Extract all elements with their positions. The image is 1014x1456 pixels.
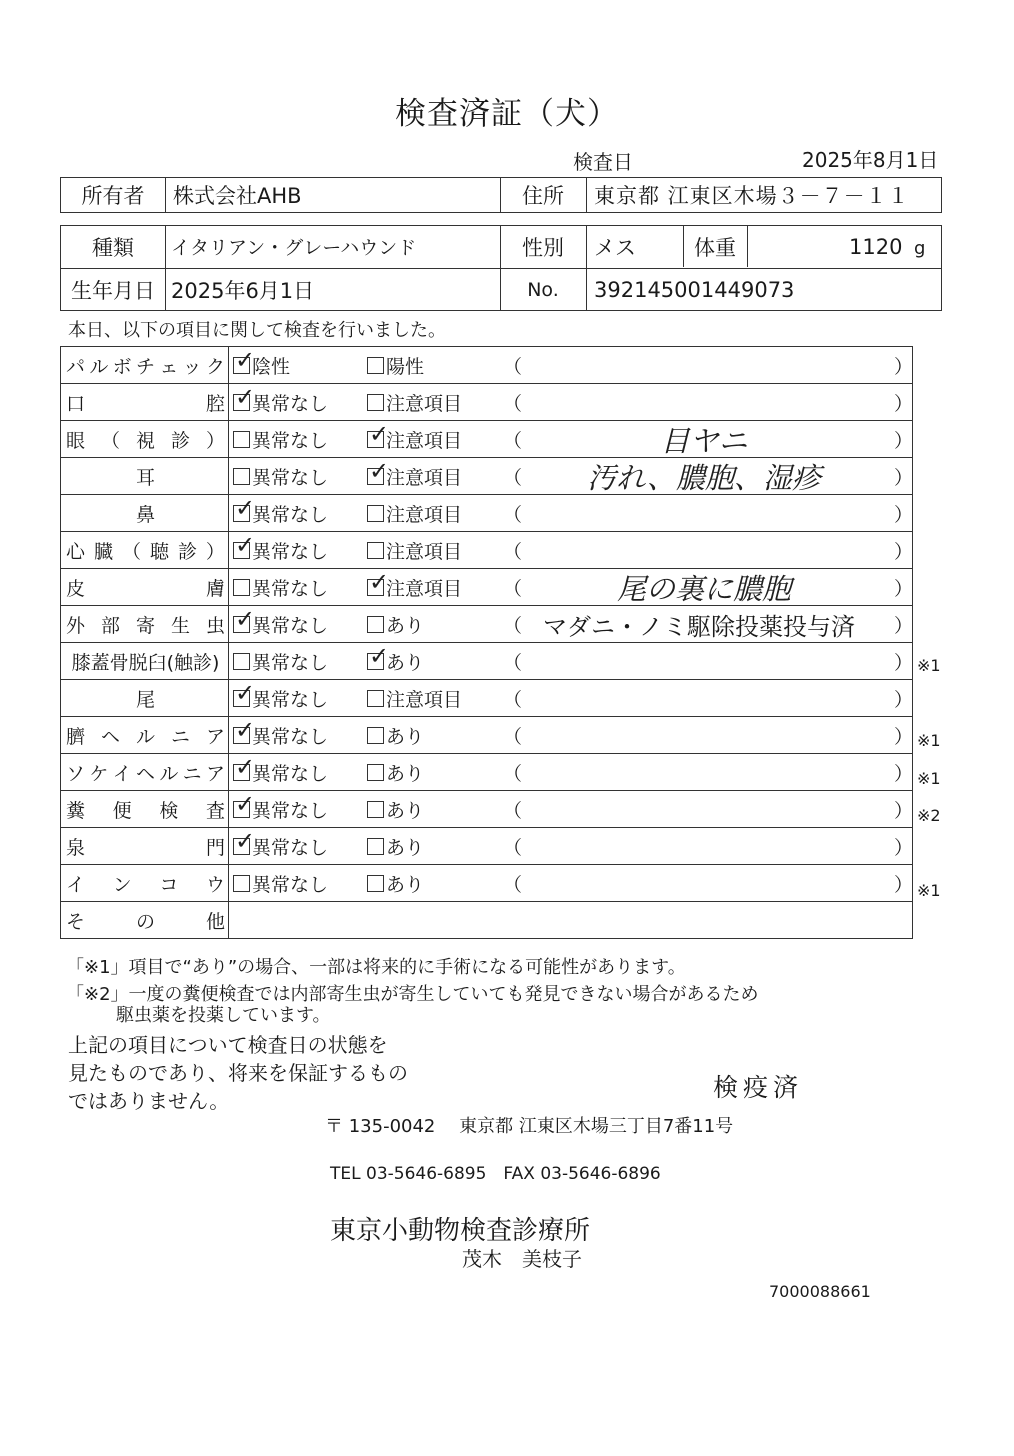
item-label-char: パ — [66, 355, 86, 378]
paren-open: （ — [503, 355, 523, 378]
item-label-char: ア — [205, 762, 225, 785]
paren-open: （ — [503, 614, 523, 637]
checkbox[interactable] — [233, 789, 256, 818]
item-label — [61, 870, 228, 897]
option-2[interactable] — [367, 828, 424, 864]
item-label-cell — [61, 643, 229, 680]
option-1[interactable] — [233, 532, 328, 568]
footnote-marker: ※1 — [917, 655, 941, 675]
item-label — [61, 648, 228, 675]
option-2[interactable] — [367, 532, 462, 568]
disclaimer-line: 見たものであり、将来を保証するもの — [68, 1061, 408, 1085]
disclaimer-line: ではありません。 — [68, 1089, 230, 1113]
checkbox[interactable] — [233, 752, 256, 781]
option-label: あり — [386, 873, 425, 896]
item-label-char: チ — [135, 355, 155, 378]
option-label: 異常なし — [252, 503, 329, 526]
option-label: あり — [386, 799, 425, 822]
checkbox[interactable] — [367, 838, 384, 855]
option-1[interactable] — [233, 680, 328, 716]
option-2[interactable] — [367, 384, 462, 420]
paren-close: ） — [894, 873, 914, 896]
quarantine-done-text: 検疫済 — [713, 1073, 804, 1102]
address-value: 東京都 江東区木場３－７－１１ — [594, 184, 910, 208]
item-label-cell — [61, 421, 229, 458]
paren-open: （ — [503, 540, 523, 563]
intro-text: 本日、以下の項目に関して検査を行いました。 — [68, 320, 446, 341]
paren-close: ） — [894, 392, 914, 415]
item-label-char: 膚 — [205, 577, 225, 600]
checkbox[interactable] — [233, 826, 256, 855]
item-result-cell — [229, 421, 913, 458]
item-result-cell — [229, 458, 913, 495]
item-label-cell — [61, 828, 229, 865]
item-note: マダニ・ノミ駆除投薬投与済 — [543, 612, 855, 641]
item-result-cell — [229, 606, 913, 643]
check-mark-icon: ✓ — [369, 567, 390, 596]
option-label: あり — [386, 651, 425, 674]
item-label-char: ク — [205, 355, 225, 378]
item-label-cell — [61, 791, 229, 828]
paren-close: ） — [894, 540, 914, 563]
table-row — [61, 384, 913, 421]
table-row — [61, 347, 913, 384]
option-label: 異常なし — [252, 688, 329, 711]
item-label-char: 便 — [112, 799, 132, 822]
paren-close: ） — [894, 725, 914, 748]
paren-open: （ — [503, 392, 523, 415]
item-label-char: 診 — [170, 429, 190, 452]
option-label: あり — [386, 614, 425, 637]
checkbox[interactable] — [233, 382, 256, 411]
item-label-char: ） — [205, 540, 225, 563]
option-1[interactable] — [233, 347, 290, 383]
item-label-char: ニ — [182, 762, 202, 785]
checkbox[interactable] — [367, 357, 384, 374]
option-2[interactable] — [367, 495, 462, 531]
checkbox[interactable] — [367, 641, 390, 670]
item-label-char: 生 — [170, 614, 190, 637]
item-label-char: そ — [66, 910, 86, 933]
no-label: No. — [527, 278, 559, 301]
check-mark-icon: ✓ — [235, 493, 256, 522]
item-note: 尾の裏に膿胞 — [616, 571, 791, 606]
checkbox[interactable] — [367, 456, 390, 485]
item-label-char: 糞 — [66, 799, 86, 822]
item-label-char: ヘ — [135, 762, 155, 785]
checkbox[interactable] — [367, 764, 384, 781]
item-label-char: 聴 — [149, 540, 169, 563]
option-2[interactable] — [367, 643, 424, 679]
clinic-address: 〒 135-0042 東京都 江東区木場三丁目7番11号 — [325, 1116, 734, 1137]
item-note: 汚れ、膿胞、湿疹 — [587, 460, 821, 495]
item-label-cell — [61, 606, 229, 643]
clinic-name: 東京小動物検査診療所 — [330, 1216, 591, 1246]
item-result-cell — [229, 347, 913, 384]
exam-date-value: 2025年8月1日 — [802, 148, 939, 172]
paren-open: （ — [503, 577, 523, 600]
item-label — [61, 796, 228, 823]
option-1[interactable] — [233, 495, 328, 531]
item-result-cell — [229, 791, 913, 828]
item-result-cell — [229, 754, 913, 791]
footnote-2-cont: 駆虫薬を投薬しています。 — [116, 1005, 331, 1026]
item-label-char: 眼 — [66, 429, 86, 452]
table-row — [61, 902, 913, 939]
checkbox[interactable] — [367, 801, 384, 818]
exam-date-label: 検査日 — [573, 150, 633, 174]
option-1[interactable] — [233, 606, 328, 642]
item-result-cell — [229, 643, 913, 680]
checkbox[interactable] — [367, 690, 384, 707]
item-label-char: （ — [121, 540, 141, 563]
table-row — [61, 569, 913, 606]
sex-value: メス — [594, 235, 636, 260]
option-label: 陽性 — [386, 355, 425, 378]
item-label — [61, 389, 228, 416]
option-2[interactable] — [367, 865, 424, 901]
check-mark-icon: ✓ — [235, 530, 256, 559]
check-mark-icon: ✓ — [235, 382, 256, 411]
footnote-marker: ※1 — [917, 731, 941, 750]
paren-open: （ — [503, 836, 523, 859]
paren-close: ） — [894, 355, 914, 378]
checkbox[interactable] — [233, 493, 256, 522]
owner-value: 株式会社AHB — [173, 184, 302, 208]
item-label-cell — [61, 865, 229, 902]
option-2[interactable] — [367, 458, 462, 494]
check-mark-icon: ✓ — [369, 641, 390, 670]
item-label — [61, 352, 228, 379]
item-result-cell — [229, 495, 913, 532]
item-label-cell — [61, 569, 229, 606]
item-label-char: ェ — [159, 355, 179, 378]
paren-close: ） — [894, 688, 914, 711]
option-1[interactable] — [233, 569, 328, 605]
item-result-cell — [229, 569, 913, 606]
paren-close: ） — [894, 836, 914, 859]
option-label: 注意項目 — [386, 688, 463, 711]
checkbox[interactable] — [233, 530, 256, 559]
option-label: 異常なし — [252, 799, 329, 822]
item-label — [61, 722, 228, 749]
footnote-marker: ※1 — [917, 881, 941, 901]
item-label-char: 診 — [177, 540, 197, 563]
item-result-cell — [229, 532, 913, 569]
option-1[interactable] — [233, 865, 328, 901]
option-label: 異常なし — [252, 392, 329, 415]
paren-close: ） — [894, 503, 914, 526]
option-label: 注意項目 — [386, 429, 463, 452]
item-label — [61, 574, 228, 601]
item-label — [61, 907, 228, 934]
item-label-char: ウ — [205, 873, 225, 896]
item-label-char: イ — [66, 873, 86, 896]
item-label-char: ケ — [89, 762, 109, 785]
paren-open: （ — [503, 873, 523, 896]
option-2[interactable] — [367, 347, 424, 383]
owner-row — [60, 177, 942, 213]
item-label-cell — [61, 902, 229, 939]
item-label-char: ル — [89, 355, 109, 378]
item-result-cell — [229, 865, 913, 902]
table-row — [61, 421, 913, 458]
item-label-char: ボ — [112, 355, 132, 378]
table-row — [61, 828, 913, 865]
check-mark-icon: ✓ — [235, 789, 256, 818]
check-mark-icon: ✓ — [235, 715, 256, 744]
option-2[interactable] — [367, 717, 424, 753]
item-label-char: 寄 — [135, 614, 155, 637]
option-1[interactable] — [233, 791, 328, 827]
table-row — [61, 532, 913, 569]
item-label — [61, 500, 228, 527]
table-row — [61, 680, 913, 717]
item-label-char: 視 — [135, 429, 155, 452]
option-label: 異常なし — [252, 429, 329, 452]
no-value: 392145001449073 — [594, 277, 795, 302]
paren-close: ） — [894, 799, 914, 822]
item-label-char: ニ — [170, 725, 190, 748]
option-label: 注意項目 — [386, 503, 463, 526]
checkbox[interactable] — [367, 567, 390, 596]
option-label: 異常なし — [252, 577, 329, 600]
item-label-char: 口 — [66, 392, 86, 415]
disclaimer-line: 上記の項目について検査日の状態を — [68, 1033, 388, 1057]
checkbox[interactable] — [233, 875, 250, 892]
option-2[interactable] — [367, 569, 462, 605]
item-label-char: の — [135, 910, 155, 933]
item-label-char: イ — [112, 762, 132, 785]
option-1[interactable] — [233, 643, 328, 679]
item-label-cell — [61, 532, 229, 569]
check-mark-icon: ✓ — [369, 456, 390, 485]
option-label: 異常なし — [252, 725, 329, 748]
option-label: 陰性 — [252, 355, 291, 378]
paren-close: ） — [894, 762, 914, 785]
item-label-cell — [61, 384, 229, 421]
option-label: 異常なし — [252, 614, 329, 637]
item-label-char: ル — [159, 762, 179, 785]
owner-label: 所有者 — [81, 184, 145, 208]
paren-close: ） — [894, 429, 914, 452]
option-2[interactable] — [367, 606, 424, 642]
item-label-cell — [61, 754, 229, 791]
checkbox[interactable] — [367, 505, 384, 522]
checkbox[interactable] — [233, 468, 250, 485]
option-2[interactable] — [367, 791, 424, 827]
birth-value: 2025年6月1日 — [171, 278, 315, 303]
breed-label: 種類 — [92, 235, 134, 260]
option-1[interactable] — [233, 384, 328, 420]
weight-label: 体重 — [694, 235, 736, 260]
item-label-char: 他 — [205, 910, 225, 933]
disclaimer-statement — [68, 1031, 408, 1115]
item-label-char: （ — [100, 429, 120, 452]
item-result-cell — [229, 384, 913, 421]
table-row — [61, 791, 913, 828]
check-mark-icon: ✓ — [235, 345, 256, 374]
paren-open: （ — [503, 651, 523, 674]
check-mark-icon: ✓ — [235, 826, 256, 855]
item-label — [61, 537, 228, 564]
item-label-char: ン — [112, 873, 132, 896]
paren-close: ） — [894, 466, 914, 489]
item-result-cell — [229, 680, 913, 717]
item-label-char: 泉 — [66, 836, 86, 859]
checkbox[interactable] — [233, 431, 250, 448]
option-1[interactable] — [233, 717, 328, 753]
item-label-char: 査 — [205, 799, 225, 822]
checkbox[interactable] — [233, 715, 256, 744]
item-label-char: ル — [135, 725, 155, 748]
footnote-2: 「※2」一度の糞便検査では内部寄生虫が寄生していても発見できない場合があるため — [66, 984, 759, 1005]
item-label-char: 部 — [100, 614, 120, 637]
option-label: 異常なし — [252, 540, 329, 563]
checkbox[interactable] — [233, 653, 250, 670]
item-label — [61, 685, 228, 712]
item-label-cell — [61, 495, 229, 532]
item-label-char: 尾 — [135, 688, 155, 711]
item-label-cell — [61, 680, 229, 717]
paren-close: ） — [894, 651, 914, 674]
item-label-char: コ — [159, 873, 179, 896]
check-mark-icon: ✓ — [235, 678, 256, 707]
address-label: 住所 — [522, 184, 564, 208]
item-label-char: ヘ — [100, 725, 120, 748]
option-2[interactable] — [367, 754, 424, 790]
option-label: 注意項目 — [386, 540, 463, 563]
checkbox[interactable] — [233, 579, 250, 596]
sex-label: 性別 — [522, 235, 564, 260]
item-label-char: 検 — [159, 799, 179, 822]
item-label-char: 臓 — [93, 540, 113, 563]
breed-value: イタリアン・グレーハウンド — [171, 237, 417, 259]
clinic-phone-fax: TEL 03-5646-6895 FAX 03-5646-6896 — [330, 1164, 661, 1184]
item-label-char: 耳 — [135, 466, 155, 489]
paren-open: （ — [503, 799, 523, 822]
item-label — [61, 833, 228, 860]
page-title: 検査済証（犬） — [395, 96, 619, 132]
checkbox[interactable] — [367, 394, 384, 411]
item-label-char: ッ — [182, 355, 202, 378]
option-label: 異常なし — [252, 651, 329, 674]
footnote-marker: ※2 — [917, 806, 941, 826]
item-result-cell — [229, 902, 913, 939]
table-row — [61, 865, 913, 902]
option-label: 異常なし — [252, 762, 329, 785]
option-1[interactable] — [233, 421, 328, 457]
item-label-char: 虫 — [205, 614, 225, 637]
checkbox[interactable] — [367, 616, 384, 633]
table-row — [61, 643, 913, 680]
paren-open: （ — [503, 429, 523, 452]
paren-open: （ — [503, 688, 523, 711]
option-1[interactable] — [233, 754, 328, 790]
paren-open: （ — [503, 503, 523, 526]
item-label — [61, 426, 228, 453]
serial-number: 7000088661 — [769, 1282, 871, 1301]
checkbox[interactable] — [233, 345, 256, 374]
check-mark-icon: ✓ — [235, 752, 256, 781]
birth-label: 生年月日 — [71, 278, 155, 303]
paren-close: ） — [894, 614, 914, 637]
item-result-cell — [229, 717, 913, 754]
table-row — [61, 754, 913, 791]
checkbox[interactable] — [233, 604, 256, 633]
item-label-char: 外 — [66, 614, 86, 637]
item-label-char: 門 — [205, 836, 225, 859]
weight-unit: g — [914, 238, 926, 259]
clinic-person: 茂木 美枝子 — [462, 1247, 582, 1271]
checkbox[interactable] — [367, 542, 384, 559]
paren-close: ） — [894, 577, 914, 600]
table-row — [61, 606, 913, 643]
item-label-char: 膝蓋骨脱臼(触診) — [71, 651, 220, 674]
item-label-char: ） — [205, 429, 225, 452]
inspection-table — [60, 346, 913, 939]
option-label: 注意項目 — [386, 392, 463, 415]
table-row — [61, 458, 913, 495]
check-mark-icon: ✓ — [369, 419, 390, 448]
item-label-char: 心 — [66, 540, 86, 563]
option-label: あり — [386, 836, 425, 859]
footnote-marker: ※1 — [917, 768, 941, 788]
item-note: 目ヤニ — [660, 423, 748, 458]
option-label: 注意項目 — [386, 466, 463, 489]
footnote-1: 「※1」項目で“あり”の場合、一部は将来的に手術になる可能性があります。 — [66, 957, 686, 978]
option-1[interactable] — [233, 828, 328, 864]
item-result-cell — [229, 828, 913, 865]
option-2[interactable] — [367, 680, 462, 716]
item-label-char: 鼻 — [135, 503, 155, 526]
checkbox[interactable] — [367, 419, 390, 448]
table-row — [61, 717, 913, 754]
item-label-char: ア — [205, 725, 225, 748]
item-label-char: 腔 — [205, 392, 225, 415]
table-row — [61, 495, 913, 532]
check-mark-icon: ✓ — [235, 604, 256, 633]
item-label-cell — [61, 717, 229, 754]
option-2[interactable] — [367, 421, 462, 457]
item-label — [61, 759, 228, 786]
item-label-cell — [61, 458, 229, 495]
checkbox[interactable] — [367, 727, 384, 744]
weight-value: 1120 — [849, 234, 903, 259]
option-label: 異常なし — [252, 466, 329, 489]
item-label — [61, 463, 228, 490]
paren-open: （ — [503, 762, 523, 785]
checkbox[interactable] — [233, 678, 256, 707]
option-label: あり — [386, 725, 425, 748]
paren-open: （ — [503, 725, 523, 748]
option-label: 異常なし — [252, 836, 329, 859]
item-label-cell — [61, 347, 229, 384]
item-label — [61, 611, 228, 638]
option-label: 異常なし — [252, 873, 329, 896]
checkbox[interactable] — [367, 875, 384, 892]
paren-open: （ — [503, 466, 523, 489]
option-label: 注意項目 — [386, 577, 463, 600]
option-label: あり — [386, 762, 425, 785]
item-label-char: 臍 — [66, 725, 86, 748]
pet-info — [60, 225, 942, 311]
item-label-char: 皮 — [66, 577, 86, 600]
option-1[interactable] — [233, 458, 328, 494]
item-label-char: ソ — [66, 762, 86, 785]
